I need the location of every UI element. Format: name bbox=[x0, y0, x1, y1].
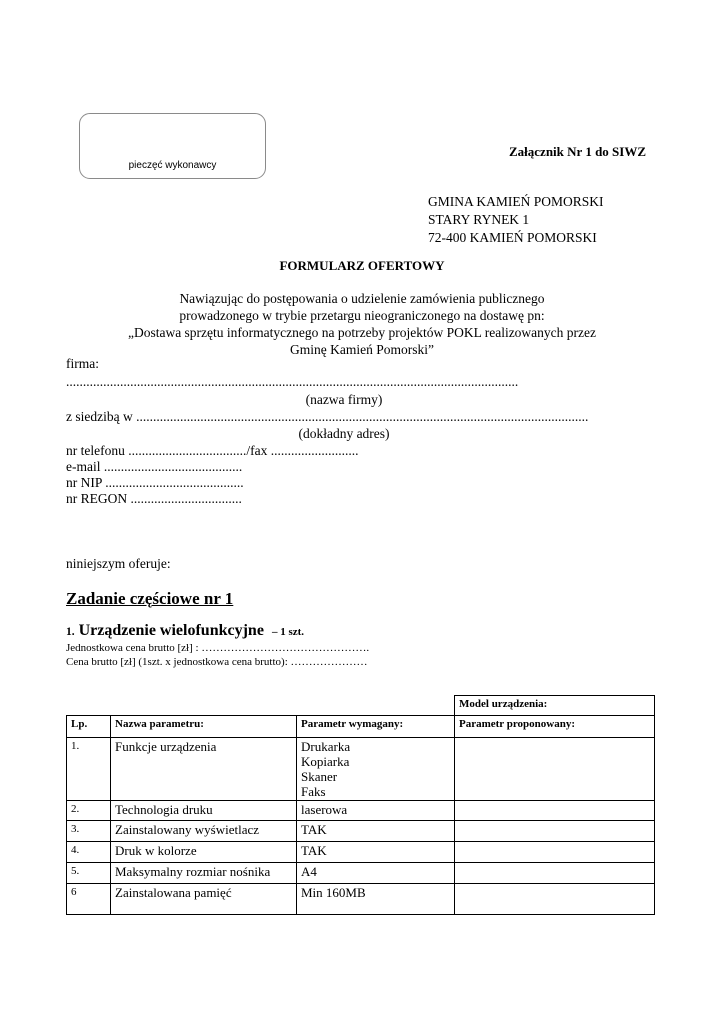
row-lp: 4. bbox=[67, 842, 111, 863]
firma-caption: (nazwa firmy) bbox=[305, 392, 383, 407]
row-proposed[interactable] bbox=[455, 738, 655, 801]
item-name: Urządzenie wielofunkcyjne bbox=[78, 622, 264, 639]
address-line-3: 72-400 KAMIEŃ POMORSKI bbox=[428, 230, 597, 245]
row-required: TAK bbox=[297, 842, 455, 863]
firma-field[interactable]: ...................................................................................................................................... bbox=[66, 374, 519, 389]
model-header: Model urządzenia: bbox=[455, 696, 655, 716]
row-name: Druk w kolorze bbox=[111, 842, 297, 863]
row-lp: 6 bbox=[67, 884, 111, 915]
header-required: Parametr wymagany: bbox=[297, 716, 455, 738]
regon-field[interactable]: nr REGON ................................. bbox=[66, 491, 242, 506]
row-required: TAK bbox=[297, 821, 455, 842]
row-name: Funkcje urządzenia bbox=[111, 738, 297, 801]
offers-text: niniejszym oferuje: bbox=[66, 556, 171, 571]
telefon-fax-field[interactable]: nr telefonu .................................../fax .......................... bbox=[66, 443, 359, 458]
row-proposed[interactable] bbox=[455, 863, 655, 884]
header-proposed: Parametr proponowany: bbox=[455, 716, 655, 738]
row-lp: 3. bbox=[67, 821, 111, 842]
row-required: Min 160MB bbox=[297, 884, 455, 915]
intro-line-4: Gminę Kamień Pomorski” bbox=[290, 342, 434, 357]
model-row-spacer bbox=[67, 696, 455, 716]
address-line-2: STARY RYNEK 1 bbox=[428, 212, 530, 227]
recipient-address bbox=[428, 193, 604, 247]
nip-field[interactable]: nr NIP ......................................... bbox=[66, 475, 244, 490]
table-row bbox=[67, 821, 655, 842]
address-line-1: GMINA KAMIEŃ POMORSKI bbox=[428, 194, 604, 209]
required-value: Drukarka bbox=[301, 739, 351, 754]
item-number: 1. bbox=[66, 626, 75, 638]
row-name: Technologia druku bbox=[111, 801, 297, 821]
intro-line-2: prowadzonego w trybie przetargu nieograniczonego na dostawę pn: bbox=[179, 308, 545, 323]
required-value: Kopiarka bbox=[301, 754, 350, 769]
row-name: Maksymalny rozmiar nośnika bbox=[111, 863, 297, 884]
stamp-label: pieczęć wykonawcy bbox=[128, 160, 217, 171]
spec-table bbox=[66, 695, 655, 915]
intro-paragraph bbox=[60, 290, 664, 358]
row-proposed[interactable] bbox=[455, 842, 655, 863]
required-value: Skaner bbox=[301, 769, 338, 784]
siedziba-field[interactable]: z siedzibą w ...................................................................................................................................... bbox=[66, 409, 589, 424]
siedziba-caption: (dokładny adres) bbox=[298, 426, 390, 441]
annex-title: Załącznik Nr 1 do SIWZ bbox=[509, 144, 647, 159]
row-required: A4 bbox=[297, 863, 455, 884]
intro-line-1: Nawiązując do postępowania o udzielenie zamówienia publicznego bbox=[179, 291, 545, 306]
row-required bbox=[297, 738, 455, 801]
row-name: Zainstalowany wyświetlacz bbox=[111, 821, 297, 842]
row-name: Zainstalowana pamięć bbox=[111, 884, 297, 915]
table-row bbox=[67, 801, 655, 821]
required-value: Faks bbox=[301, 784, 326, 799]
email-field[interactable]: e-mail ......................................... bbox=[66, 459, 243, 474]
firma-label: firma: bbox=[66, 356, 99, 371]
row-lp: 5. bbox=[67, 863, 111, 884]
row-proposed[interactable] bbox=[455, 801, 655, 821]
item-quantity: – 1 szt. bbox=[271, 626, 305, 638]
unit-price-line[interactable]: Jednostkowa cena brutto [zł] : ………………………………………. bbox=[66, 642, 370, 654]
table-row bbox=[67, 884, 655, 915]
row-required: laserowa bbox=[297, 801, 455, 821]
row-proposed[interactable] bbox=[455, 884, 655, 915]
table-row bbox=[67, 863, 655, 884]
total-price-line[interactable]: Cena brutto [zł] (1szt. x jednostkowa cena brutto): ………………… bbox=[66, 656, 368, 668]
row-lp: 1. bbox=[67, 738, 111, 801]
header-name: Nazwa parametru: bbox=[111, 716, 297, 738]
table-row bbox=[67, 738, 655, 801]
row-proposed[interactable] bbox=[455, 821, 655, 842]
form-title: FORMULARZ OFERTOWY bbox=[279, 258, 445, 273]
header-lp: Lp. bbox=[67, 716, 111, 738]
header-row bbox=[67, 716, 655, 738]
model-row bbox=[67, 696, 655, 716]
task-title: Zadanie częściowe nr 1 bbox=[66, 589, 234, 608]
item-heading bbox=[66, 622, 304, 640]
intro-line-3: „Dostawa sprzętu informatycznego na potrzeby projektów POKL realizowanych przez bbox=[127, 325, 597, 340]
table-row bbox=[67, 842, 655, 863]
row-lp: 2. bbox=[67, 801, 111, 821]
